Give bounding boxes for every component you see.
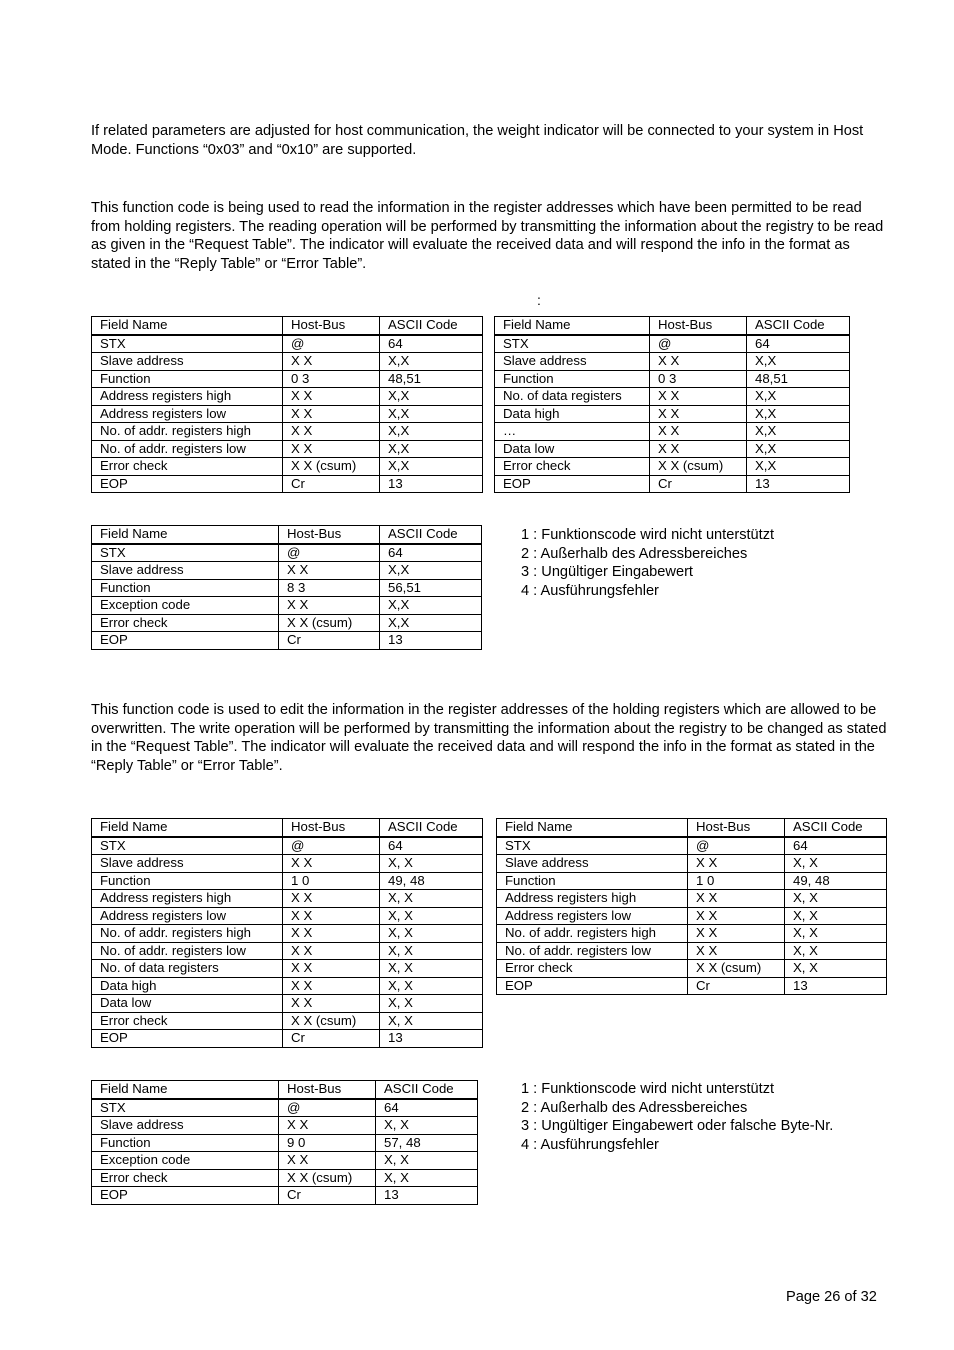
- table-cell: 13: [785, 977, 887, 995]
- table-cell: Error check: [92, 1012, 283, 1030]
- column-header: Host-Bus: [283, 819, 380, 837]
- table-cell: 1 0: [283, 872, 380, 890]
- table-cell: EOP: [92, 475, 283, 493]
- table-cell: X X: [279, 1117, 376, 1135]
- table-cell: X, X: [785, 855, 887, 873]
- table-cell: 64: [376, 1099, 478, 1117]
- table-cell: X X: [283, 855, 380, 873]
- exception-code-item: 2 : Außerhalb des Adressbereiches: [521, 1099, 748, 1116]
- table-cell: X,X: [380, 405, 483, 423]
- table-cell: X X: [283, 942, 380, 960]
- table-cell: Error check: [92, 1169, 279, 1187]
- read-error-table: [91, 525, 482, 650]
- table-cell: Error check: [92, 458, 283, 476]
- table-row: [92, 1117, 478, 1135]
- table-cell: Address registers low: [497, 907, 688, 925]
- table-cell: Data low: [92, 995, 283, 1013]
- write-exception-codes: [521, 1080, 851, 1154]
- table-cell: @: [279, 1099, 376, 1117]
- table-cell: 0 3: [283, 370, 380, 388]
- table-cell: X, X: [376, 1152, 478, 1170]
- read-exception-codes: [521, 526, 851, 600]
- table-header-row: [92, 317, 483, 335]
- table-cell: X,X: [380, 458, 483, 476]
- table-header-row: [495, 317, 850, 335]
- column-header: ASCII Code: [376, 1081, 478, 1099]
- table-cell: @: [283, 335, 380, 353]
- table-row: [92, 423, 483, 441]
- column-header: ASCII Code: [380, 317, 483, 335]
- table-cell: 49, 48: [785, 872, 887, 890]
- table-cell: Slave address: [92, 562, 279, 580]
- table-row: [92, 890, 483, 908]
- table-cell: Cr: [650, 475, 747, 493]
- table-cell: Address registers high: [92, 890, 283, 908]
- table-row: [92, 579, 482, 597]
- table-cell: X X: [283, 440, 380, 458]
- table-cell: X, X: [380, 925, 483, 943]
- table-cell: X X (csum): [688, 960, 785, 978]
- table-row: [495, 405, 850, 423]
- table-cell: X X: [279, 597, 380, 615]
- table-row: [497, 907, 887, 925]
- table-cell: No. of addr. registers low: [92, 440, 283, 458]
- column-header: Host-Bus: [279, 1081, 376, 1099]
- table-cell: Slave address: [92, 855, 283, 873]
- table-cell: 64: [747, 335, 850, 353]
- table-row: [92, 872, 483, 890]
- table-cell: X X: [283, 960, 380, 978]
- table-cell: X X (csum): [279, 1169, 376, 1187]
- table-row: [92, 388, 483, 406]
- table-header-row: [497, 819, 887, 837]
- table-row: [497, 872, 887, 890]
- table-row: [92, 907, 483, 925]
- table-cell: 8 3: [279, 579, 380, 597]
- table-cell: X X: [279, 1152, 376, 1170]
- column-header: ASCII Code: [380, 526, 482, 544]
- table-cell: Cr: [283, 475, 380, 493]
- table-cell: 49, 48: [380, 872, 483, 890]
- table-cell: X,X: [380, 440, 483, 458]
- table-cell: X X: [688, 925, 785, 943]
- table-cell: 13: [747, 475, 850, 493]
- write-error-table: [91, 1080, 478, 1205]
- table-row: [495, 440, 850, 458]
- table-row: [92, 458, 483, 476]
- table-cell: X X: [650, 388, 747, 406]
- table-cell: Address registers high: [92, 388, 283, 406]
- table-cell: Function: [92, 370, 283, 388]
- write-request-table: [91, 818, 483, 1048]
- table-row: [92, 544, 482, 562]
- table-row: [92, 440, 483, 458]
- table-cell: X,X: [380, 353, 483, 371]
- exception-code-item: 2 : Außerhalb des Adressbereiches: [521, 545, 748, 562]
- table-cell: X,X: [380, 388, 483, 406]
- table-row: [497, 890, 887, 908]
- table-cell: X X: [283, 925, 380, 943]
- table-cell: X,X: [747, 405, 850, 423]
- table-cell: X,X: [380, 597, 482, 615]
- table-row: [92, 1152, 478, 1170]
- table-cell: STX: [92, 1099, 279, 1117]
- table-row: [92, 335, 483, 353]
- table-row: [92, 370, 483, 388]
- table-row: [92, 614, 482, 632]
- table-cell: Exception code: [92, 1152, 279, 1170]
- table-cell: Function: [92, 579, 279, 597]
- table-row: [495, 475, 850, 493]
- table-cell: X X (csum): [650, 458, 747, 476]
- table-cell: X, X: [376, 1117, 478, 1135]
- intro-paragraph: If related parameters are adjusted for host communication, the weight indicator will be connected to your system in Host Mode. Functions “0x03” and “0x10” are supported.: [91, 123, 864, 158]
- exception-code-item: 3 : Ungültiger Eingabewert: [521, 564, 693, 580]
- table-row: [495, 353, 850, 371]
- table-cell: Error check: [92, 614, 279, 632]
- table-cell: Cr: [279, 1187, 376, 1205]
- table-cell: X X: [283, 388, 380, 406]
- table-row: [92, 562, 482, 580]
- table-cell: X, X: [785, 960, 887, 978]
- table-cell: 57, 48: [376, 1134, 478, 1152]
- table-row: [92, 1099, 478, 1117]
- table-cell: EOP: [92, 1030, 283, 1048]
- table-cell: X X: [688, 942, 785, 960]
- table-row: [92, 977, 483, 995]
- table-cell: @: [279, 544, 380, 562]
- table-cell: X,X: [747, 388, 850, 406]
- table-row: [497, 925, 887, 943]
- table-cell: Function: [497, 872, 688, 890]
- read-reply-table: [494, 316, 850, 493]
- table-cell: STX: [92, 837, 283, 855]
- table-row: [495, 458, 850, 476]
- table-cell: X X: [688, 890, 785, 908]
- table-cell: Data high: [495, 405, 650, 423]
- table-row: [495, 370, 850, 388]
- table-row: [92, 632, 482, 650]
- table-cell: 9 0: [279, 1134, 376, 1152]
- table-cell: X, X: [785, 942, 887, 960]
- read-request-table: [91, 316, 483, 493]
- table-row: [497, 977, 887, 995]
- table-cell: Address registers high: [497, 890, 688, 908]
- table-cell: STX: [495, 335, 650, 353]
- table-cell: X X: [650, 423, 747, 441]
- column-header: Field Name: [495, 317, 650, 335]
- column-header: Field Name: [92, 819, 283, 837]
- table-cell: …: [495, 423, 650, 441]
- table-row: [92, 837, 483, 855]
- table-cell: X X: [283, 977, 380, 995]
- table-cell: 13: [380, 632, 482, 650]
- table-cell: X X: [283, 423, 380, 441]
- column-header: Field Name: [497, 819, 688, 837]
- table-header-row: [92, 526, 482, 544]
- table-cell: 13: [380, 1030, 483, 1048]
- table-cell: X,X: [380, 562, 482, 580]
- table-cell: X X: [283, 907, 380, 925]
- table-row: [92, 1030, 483, 1048]
- table-row: [92, 1012, 483, 1030]
- table-cell: X,X: [380, 423, 483, 441]
- table-cell: 64: [380, 335, 483, 353]
- table-cell: No. of data registers: [495, 388, 650, 406]
- table-cell: Address registers low: [92, 405, 283, 423]
- table-header-row: [92, 819, 483, 837]
- table-cell: 13: [380, 475, 483, 493]
- table-row: [92, 855, 483, 873]
- table-cell: X,X: [747, 440, 850, 458]
- table-cell: EOP: [497, 977, 688, 995]
- table-cell: 0 3: [650, 370, 747, 388]
- table-cell: No. of addr. registers low: [497, 942, 688, 960]
- table-cell: @: [688, 837, 785, 855]
- table-cell: Function: [92, 1134, 279, 1152]
- table-row: [92, 353, 483, 371]
- write-function-description: This function code is used to edit the information in the register addresses of the holding registers which are allowed to be overwritten. The write operation will be performed by transmitting the information about the registry to be changed as stated in the “Request Table”. The indicator will evaluate the received data and will respond the info in the format as stated in the “Reply Table” or “Error Table”.: [91, 702, 887, 774]
- table-cell: Data low: [495, 440, 650, 458]
- table-row: [92, 942, 483, 960]
- table-cell: X X: [688, 855, 785, 873]
- table-cell: Slave address: [92, 1117, 279, 1135]
- table-cell: X X: [283, 995, 380, 1013]
- table-row: [92, 597, 482, 615]
- table-cell: X X (csum): [283, 1012, 380, 1030]
- table-row: [92, 1187, 478, 1205]
- table-cell: @: [650, 335, 747, 353]
- table-row: [495, 423, 850, 441]
- table-cell: Slave address: [92, 353, 283, 371]
- table-cell: @: [283, 837, 380, 855]
- table-cell: Error check: [495, 458, 650, 476]
- table-row: [92, 1134, 478, 1152]
- column-header: Host-Bus: [283, 317, 380, 335]
- table-cell: STX: [92, 544, 279, 562]
- column-header: ASCII Code: [747, 317, 850, 335]
- table-row: [497, 960, 887, 978]
- table-cell: X X: [283, 890, 380, 908]
- table-cell: X, X: [380, 907, 483, 925]
- table-cell: Data high: [92, 977, 283, 995]
- table-cell: X, X: [785, 925, 887, 943]
- table-cell: X X: [279, 562, 380, 580]
- column-header: Host-Bus: [688, 819, 785, 837]
- table-cell: X, X: [376, 1169, 478, 1187]
- column-header: ASCII Code: [380, 819, 483, 837]
- table-cell: X,X: [747, 423, 850, 441]
- page-number: Page 26 of 32: [786, 1289, 877, 1305]
- table-row: [92, 405, 483, 423]
- column-header: ASCII Code: [785, 819, 887, 837]
- table-cell: No. of data registers: [92, 960, 283, 978]
- table-cell: X, X: [785, 890, 887, 908]
- table-cell: STX: [92, 335, 283, 353]
- table-cell: Function: [92, 872, 283, 890]
- table-cell: X X: [283, 353, 380, 371]
- table-cell: No. of addr. registers low: [92, 942, 283, 960]
- table-cell: X, X: [785, 907, 887, 925]
- table-cell: EOP: [495, 475, 650, 493]
- table-cell: 64: [380, 837, 483, 855]
- table-cell: X, X: [380, 1012, 483, 1030]
- table-cell: No. of addr. registers high: [92, 925, 283, 943]
- table-cell: X, X: [380, 855, 483, 873]
- table-cell: 48,51: [747, 370, 850, 388]
- table-row: [497, 837, 887, 855]
- column-header: Host-Bus: [279, 526, 380, 544]
- column-header: Field Name: [92, 317, 283, 335]
- table-cell: X, X: [380, 995, 483, 1013]
- table-cell: X X: [650, 440, 747, 458]
- table-cell: X, X: [380, 890, 483, 908]
- exception-code-item: 4 : Ausführungsfehler: [521, 582, 659, 599]
- table-row: [92, 925, 483, 943]
- exception-code-item: 3 : Ungültiger Eingabewert oder falsche Byte-Nr.: [521, 1118, 834, 1134]
- table-cell: X X (csum): [283, 458, 380, 476]
- table-cell: 48,51: [380, 370, 483, 388]
- table-cell: Cr: [279, 632, 380, 650]
- read-function-description: This function code is being used to read the information in the register addresses which have been permitted to be read from holding registers. The reading operation will be performed by transmitting the information about the registry to be read as given in the “Request Table”. The indicator will evaluate the received data and will respond the info in the format as stated in the “Reply Table” or “Error Table”.: [91, 200, 884, 272]
- table-cell: X X: [650, 405, 747, 423]
- table-cell: STX: [497, 837, 688, 855]
- table-row: [92, 475, 483, 493]
- table-row: [497, 942, 887, 960]
- exception-code-item: 1 : Funktionscode wird nicht unterstützt: [521, 1081, 775, 1097]
- table-cell: Address registers low: [92, 907, 283, 925]
- table-cell: X X (csum): [279, 614, 380, 632]
- table-cell: X X: [688, 907, 785, 925]
- exception-code-item: 1 : Funktionscode wird nicht unterstützt: [521, 527, 775, 543]
- table-cell: 64: [785, 837, 887, 855]
- table-cell: Function: [495, 370, 650, 388]
- table-cell: X, X: [380, 942, 483, 960]
- table-cell: Slave address: [497, 855, 688, 873]
- table-cell: No. of addr. registers high: [497, 925, 688, 943]
- table-cell: X X: [283, 405, 380, 423]
- table-cell: 56,51: [380, 579, 482, 597]
- table-row: [495, 388, 850, 406]
- table-cell: No. of addr. registers high: [92, 423, 283, 441]
- write-reply-table: [496, 818, 887, 995]
- table-cell: X,X: [747, 353, 850, 371]
- table-cell: Cr: [688, 977, 785, 995]
- table-row: [495, 335, 850, 353]
- column-header: Field Name: [92, 526, 279, 544]
- table-cell: Slave address: [495, 353, 650, 371]
- table-cell: Exception code: [92, 597, 279, 615]
- table-row: [92, 960, 483, 978]
- exception-code-item: 4 : Ausführungsfehler: [521, 1136, 659, 1153]
- table-cell: X,X: [747, 458, 850, 476]
- table-cell: X, X: [380, 960, 483, 978]
- table-caption-colon: :: [537, 292, 541, 308]
- table-cell: X, X: [380, 977, 483, 995]
- table-cell: X,X: [380, 614, 482, 632]
- table-row: [92, 1169, 478, 1187]
- table-cell: Error check: [497, 960, 688, 978]
- table-cell: 1 0: [688, 872, 785, 890]
- column-header: Host-Bus: [650, 317, 747, 335]
- table-cell: EOP: [92, 632, 279, 650]
- table-row: [92, 995, 483, 1013]
- table-row: [497, 855, 887, 873]
- table-cell: Cr: [283, 1030, 380, 1048]
- table-cell: X X: [650, 353, 747, 371]
- table-cell: 13: [376, 1187, 478, 1205]
- table-header-row: [92, 1081, 478, 1099]
- table-cell: EOP: [92, 1187, 279, 1205]
- table-cell: 64: [380, 544, 482, 562]
- column-header: Field Name: [92, 1081, 279, 1099]
